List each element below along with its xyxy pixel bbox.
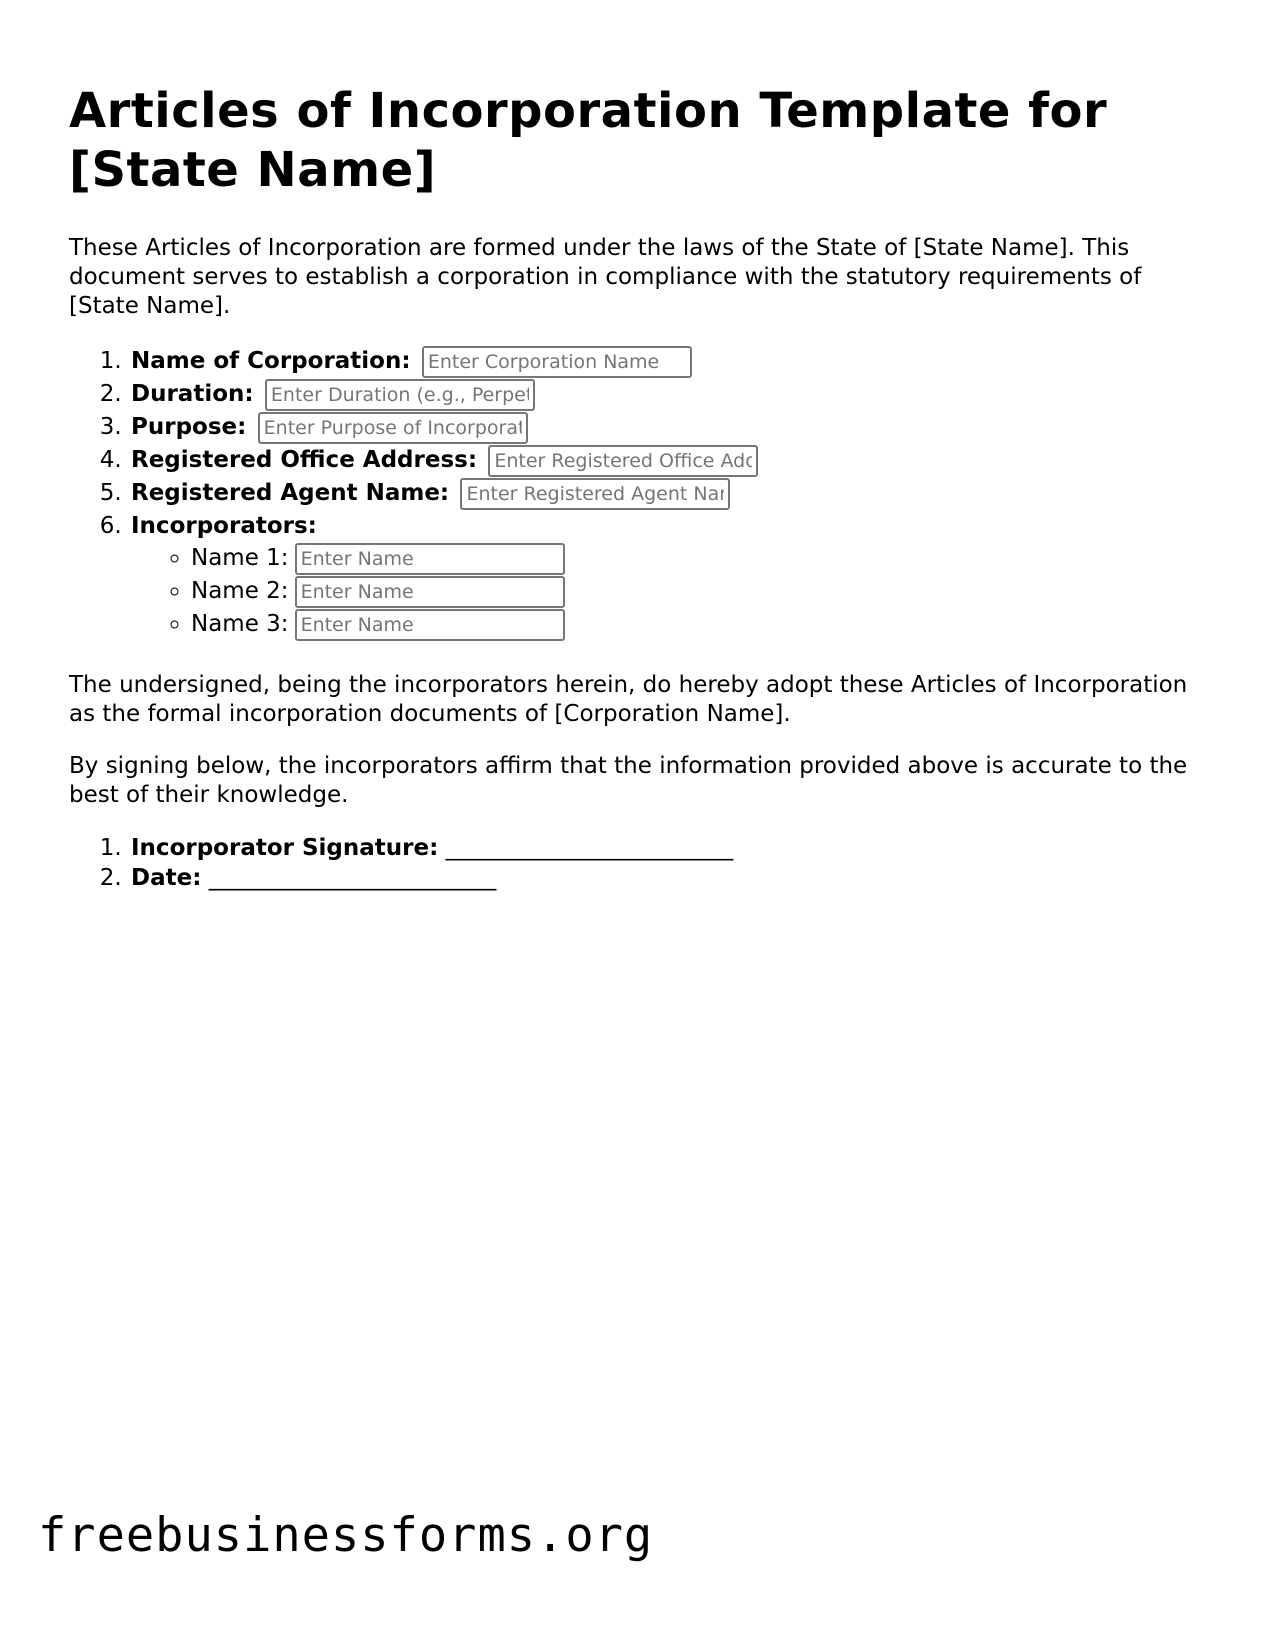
incorporator-label: Name 3: xyxy=(191,611,289,637)
document-title: Articles of Incorporation Template for [State Name] xyxy=(69,83,1108,198)
field-item-purpose xyxy=(129,411,1199,444)
field-item-corporation-name xyxy=(129,345,1199,378)
field-label: Registered Agent Name: xyxy=(131,480,450,506)
incorporator-name-1-input[interactable] xyxy=(295,543,565,575)
field-label: Incorporators: xyxy=(131,513,317,539)
incorporator-label: Name 1: xyxy=(191,545,289,571)
signature-line: _________________________ xyxy=(445,835,734,861)
field-item-registered-agent xyxy=(129,477,1199,510)
field-label: Duration: xyxy=(131,381,254,407)
field-item-registered-office xyxy=(129,444,1199,477)
footer-watermark: freebusinessforms.org xyxy=(38,1508,654,1563)
registered-office-address-input[interactable] xyxy=(488,445,758,477)
date-item xyxy=(129,863,1199,893)
purpose-input[interactable] xyxy=(258,412,528,444)
signature-list xyxy=(69,833,1199,893)
date-line: _________________________ xyxy=(208,865,497,891)
corporation-name-input[interactable] xyxy=(422,346,692,378)
document-page xyxy=(69,82,1199,893)
incorporator-name-3-input[interactable] xyxy=(295,609,565,641)
field-item-duration xyxy=(129,378,1199,411)
duration-input[interactable] xyxy=(265,379,535,411)
field-label: Registered Office Address: xyxy=(131,447,478,473)
corporation-fields-list xyxy=(69,345,1199,641)
field-label: Name of Corporation: xyxy=(131,348,411,374)
incorporator-label: Name 2: xyxy=(191,578,289,604)
signature-item xyxy=(129,833,1199,863)
field-label: Purpose: xyxy=(131,414,247,440)
incorporator-item xyxy=(191,542,1199,575)
field-item-incorporators xyxy=(129,510,1199,641)
registered-agent-name-input[interactable] xyxy=(460,478,730,510)
date-label: Date: xyxy=(131,865,202,891)
incorporator-name-2-input[interactable] xyxy=(295,576,565,608)
incorporators-list xyxy=(131,542,1199,641)
adoption-paragraph: The undersigned, being the incorporators herein, do hereby adopt these Articles of Incorporation as the formal incorporation documents of [Corporation Name]. xyxy=(69,672,1188,727)
incorporator-item xyxy=(191,575,1199,608)
signature-label: Incorporator Signature: xyxy=(131,835,439,861)
intro-paragraph: These Articles of Incorporation are formed under the laws of the State of [State Name]. This document serves to establish a corporation in compliance with the statutory requirements of [State Name]. xyxy=(69,235,1142,319)
affirmation-paragraph: By signing below, the incorporators affirm that the information provided above is accurate to the best of their knowledge. xyxy=(69,753,1188,808)
incorporator-item xyxy=(191,608,1199,641)
